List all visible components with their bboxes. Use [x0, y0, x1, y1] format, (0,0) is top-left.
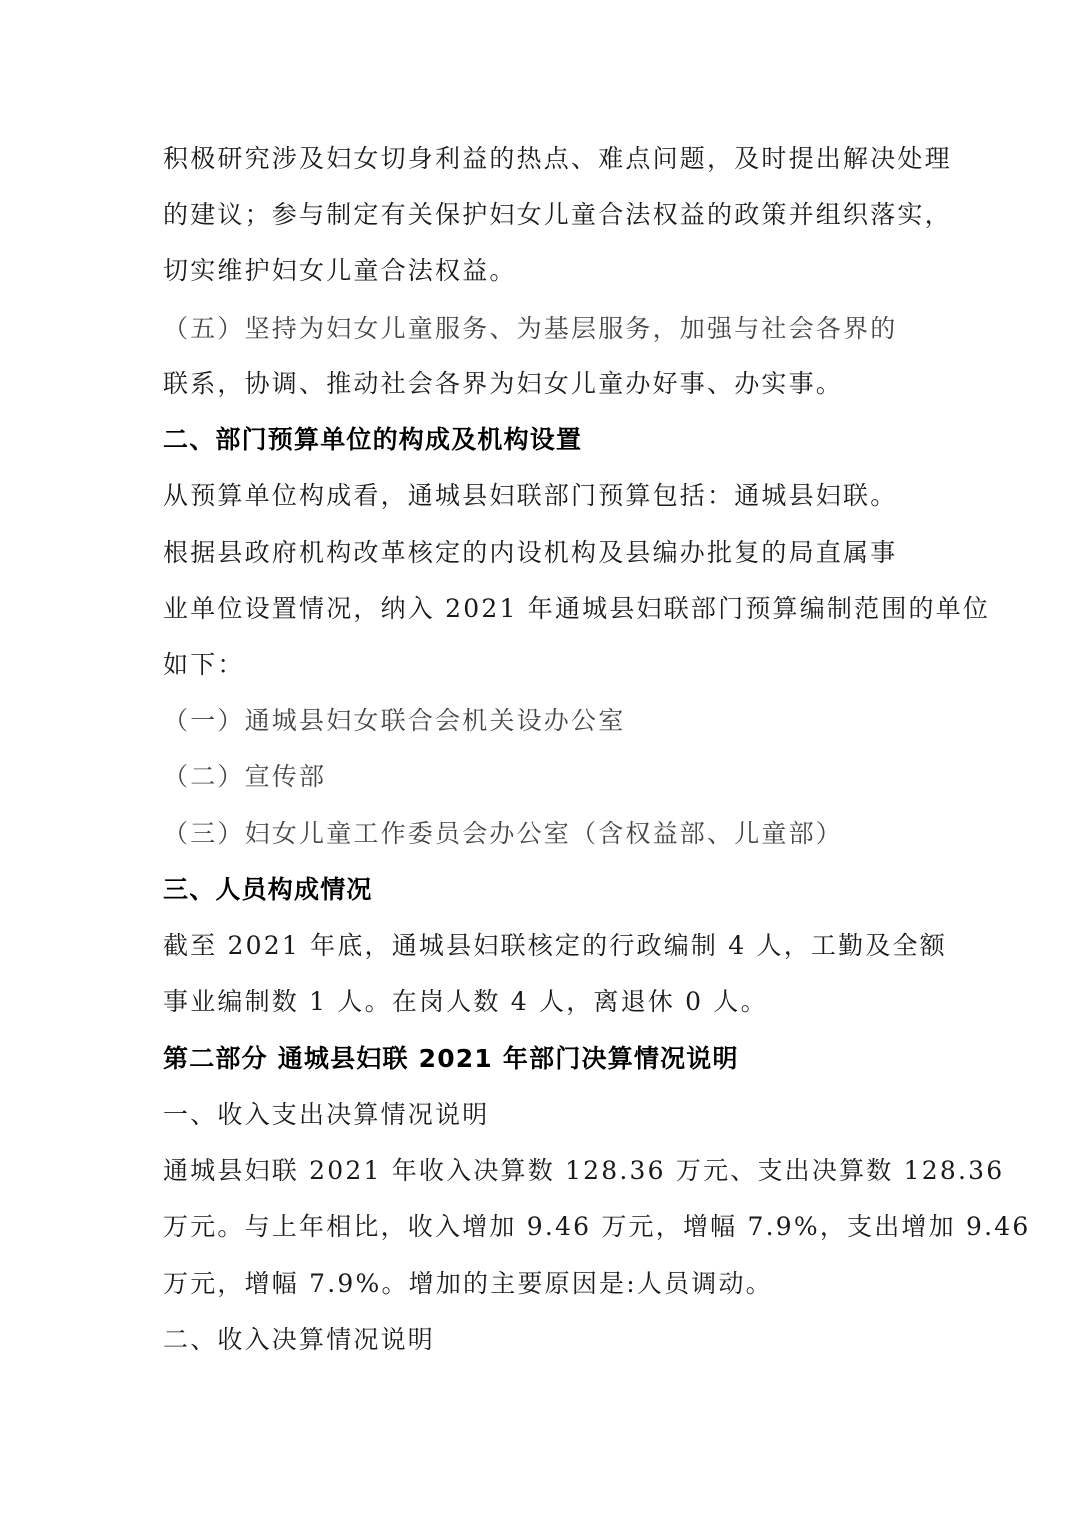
paragraph-line-20: 万元。与上年相比，收入增加 9.46 万元，增幅 7.9%，支出增加 9.46: [163, 1212, 1031, 1241]
paragraph-line-1: 积极研究涉及妇女切身利益的热点、难点问题，及时提出解决处理: [163, 144, 952, 173]
paragraph-line-2: 的建议；参与制定有关保护妇女儿童合法权益的政策并组织落实，: [163, 200, 952, 229]
paragraph-line-15: 截至 2021 年底，通城县妇联核定的行政编制 4 人，工勤及全额: [163, 931, 947, 960]
paragraph-line-7: 从预算单位构成看，通城县妇联部门预算包括：通城县妇联。: [163, 481, 898, 510]
section-heading-2: 二、部门预算单位的构成及机构设置: [163, 425, 583, 454]
paragraph-line-19: 通城县妇联 2021 年收入决算数 128.36 万元、支出决算数 128.36: [163, 1156, 1005, 1185]
paragraph-line-16: 事业编制数 1 人。在岗人数 4 人，离退休 0 人。: [163, 987, 768, 1016]
subsection-heading-1: 一、收入支出决算情况说明: [163, 1100, 490, 1129]
list-item-2: （二）宣传部: [163, 762, 327, 791]
list-item-1: （一）通城县妇女联合会机关设办公室: [163, 706, 626, 735]
section-heading-3: 三、人员构成情况: [163, 875, 373, 904]
list-item-3: （三）妇女儿童工作委员会办公室（含权益部、儿童部）: [163, 819, 844, 848]
paragraph-line-5: 联系，协调、推动社会各界为妇女儿童办好事、办实事。: [163, 369, 844, 398]
part-heading: 第二部分 通城县妇联 2021 年部门决算情况说明: [163, 1044, 739, 1073]
paragraph-line-4: （五）坚持为妇女儿童服务、为基层服务，加强与社会各界的: [163, 314, 898, 343]
paragraph-line-8: 根据县政府机构改革核定的内设机构及县编办批复的局直属事: [163, 538, 898, 567]
subsection-heading-2: 二、收入决算情况说明: [163, 1325, 436, 1354]
paragraph-line-3: 切实维护妇女儿童合法权益。: [163, 256, 517, 285]
paragraph-line-9: 业单位设置情况，纳入 2021 年通城县妇联部门预算编制范围的单位: [163, 594, 991, 623]
paragraph-line-21: 万元，增幅 7.9%。增加的主要原因是:人员调动。: [163, 1269, 773, 1298]
paragraph-line-10: 如下：: [163, 650, 245, 679]
